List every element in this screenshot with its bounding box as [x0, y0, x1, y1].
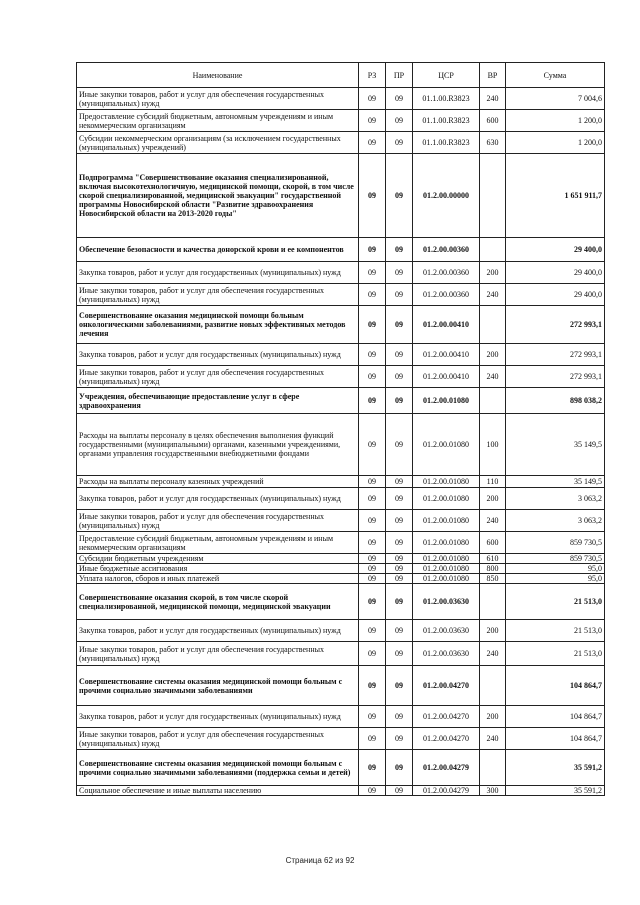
cell-rz: 09	[359, 284, 386, 306]
cell-vr: 630	[480, 132, 506, 154]
cell-pr: 09	[386, 414, 413, 476]
cell-pr: 09	[386, 532, 413, 554]
table-row	[77, 728, 605, 750]
cell-name: Уплата налогов, сборов и иных платежей	[77, 574, 359, 584]
cell-pr: 09	[386, 554, 413, 564]
cell-name: Иные закупки товаров, работ и услуг для обеспечения государственных (муниципальных) нужд	[77, 728, 359, 750]
cell-csr: 01.2.00.00360	[413, 284, 480, 306]
cell-pr: 09	[386, 88, 413, 110]
cell-csr: 01.2.00.00000	[413, 154, 480, 238]
cell-pr: 09	[386, 642, 413, 666]
table-row	[77, 476, 605, 488]
cell-rz: 09	[359, 750, 386, 786]
budget-table	[76, 62, 605, 796]
cell-sum: 35 591,2	[506, 750, 605, 786]
cell-csr: 01.2.00.04279	[413, 750, 480, 786]
cell-pr: 09	[386, 344, 413, 366]
cell-csr: 01.2.00.00410	[413, 344, 480, 366]
cell-name: Совершенствование оказания медицинской помощи больным онкологическими заболеваниями, развитие новых эффективных методов лечения	[77, 306, 359, 344]
cell-pr: 09	[386, 706, 413, 728]
table-row	[77, 284, 605, 306]
cell-vr: 240	[480, 88, 506, 110]
cell-rz: 09	[359, 366, 386, 388]
cell-rz: 09	[359, 706, 386, 728]
cell-pr: 09	[386, 786, 413, 796]
cell-csr: 01.2.00.01080	[413, 388, 480, 414]
cell-rz: 09	[359, 786, 386, 796]
cell-pr: 09	[386, 666, 413, 706]
table-row	[77, 366, 605, 388]
cell-csr: 01.2.00.00360	[413, 262, 480, 284]
cell-sum: 35 591,2	[506, 786, 605, 796]
cell-name: Иные закупки товаров, работ и услуг для обеспечения государственных (муниципальных) нужд	[77, 88, 359, 110]
cell-name: Субсидии бюджетным учреждениям	[77, 554, 359, 564]
cell-name: Совершенствование системы оказания медицинской помощи больным с прочими социально значимыми заболеваниями	[77, 666, 359, 706]
table-row	[77, 574, 605, 584]
cell-rz: 09	[359, 344, 386, 366]
cell-rz: 09	[359, 110, 386, 132]
cell-name: Закупка товаров, работ и услуг для государственных (муниципальных) нужд	[77, 344, 359, 366]
table-row	[77, 154, 605, 238]
cell-rz: 09	[359, 262, 386, 284]
table-body	[77, 88, 605, 796]
table-row	[77, 110, 605, 132]
cell-sum: 859 730,5	[506, 554, 605, 564]
table-row	[77, 706, 605, 728]
cell-name: Учреждения, обеспечивающие предоставление услуг в сфере здравоохранения	[77, 388, 359, 414]
cell-csr: 01.1.00.R3823	[413, 132, 480, 154]
cell-rz: 09	[359, 488, 386, 510]
page-number: Страница 62 из 92	[285, 856, 355, 865]
cell-sum: 1 200,0	[506, 110, 605, 132]
cell-vr: 200	[480, 706, 506, 728]
cell-pr: 09	[386, 154, 413, 238]
table-row	[77, 666, 605, 706]
cell-vr	[480, 584, 506, 620]
cell-pr: 09	[386, 132, 413, 154]
cell-name: Иные закупки товаров, работ и услуг для обеспечения государственных (муниципальных) нужд	[77, 510, 359, 532]
cell-csr: 01.2.00.04279	[413, 786, 480, 796]
cell-vr: 200	[480, 488, 506, 510]
cell-vr: 240	[480, 728, 506, 750]
header-rz: РЗ	[359, 63, 386, 88]
table-row	[77, 388, 605, 414]
cell-csr: 01.2.00.01080	[413, 476, 480, 488]
cell-pr: 09	[386, 488, 413, 510]
cell-vr	[480, 238, 506, 262]
cell-vr	[480, 154, 506, 238]
cell-pr: 09	[386, 110, 413, 132]
cell-name: Иные закупки товаров, работ и услуг для обеспечения государственных (муниципальных) нужд	[77, 284, 359, 306]
cell-pr: 09	[386, 574, 413, 584]
cell-name: Расходы на выплаты персоналу казенных учреждений	[77, 476, 359, 488]
table-row	[77, 488, 605, 510]
cell-rz: 09	[359, 642, 386, 666]
cell-vr	[480, 388, 506, 414]
cell-vr	[480, 306, 506, 344]
cell-sum: 104 864,7	[506, 706, 605, 728]
cell-pr: 09	[386, 564, 413, 574]
cell-csr: 01.2.00.03630	[413, 584, 480, 620]
cell-pr: 09	[386, 388, 413, 414]
cell-csr: 01.2.00.04270	[413, 728, 480, 750]
cell-rz: 09	[359, 306, 386, 344]
table-row	[77, 786, 605, 796]
cell-rz: 09	[359, 132, 386, 154]
cell-vr: 240	[480, 366, 506, 388]
table-row	[77, 238, 605, 262]
cell-sum: 859 730,5	[506, 532, 605, 554]
cell-csr: 01.1.00.R3823	[413, 88, 480, 110]
cell-csr: 01.2.00.01080	[413, 564, 480, 574]
cell-rz: 09	[359, 238, 386, 262]
cell-csr: 01.2.00.01080	[413, 554, 480, 564]
cell-csr: 01.2.00.03630	[413, 642, 480, 666]
cell-rz: 09	[359, 88, 386, 110]
table-row	[77, 262, 605, 284]
cell-pr: 09	[386, 584, 413, 620]
cell-rz: 09	[359, 414, 386, 476]
table-row	[77, 88, 605, 110]
cell-name: Закупка товаров, работ и услуг для государственных (муниципальных) нужд	[77, 488, 359, 510]
cell-vr: 800	[480, 564, 506, 574]
cell-vr: 200	[480, 344, 506, 366]
cell-name: Иные бюджетные ассигнования	[77, 564, 359, 574]
cell-name: Закупка товаров, работ и услуг для государственных (муниципальных) нужд	[77, 706, 359, 728]
cell-sum: 21 513,0	[506, 584, 605, 620]
table-row	[77, 414, 605, 476]
cell-csr: 01.2.00.04270	[413, 666, 480, 706]
cell-name: Расходы на выплаты персоналу в целях обеспечения выполнения функций государственными (муниципальными) органами, казенными учреждениями, органами управления государственными внебюджетными фондами	[77, 414, 359, 476]
cell-rz: 09	[359, 476, 386, 488]
cell-csr: 01.2.00.01080	[413, 414, 480, 476]
header-sum: Сумма	[506, 63, 605, 88]
table-row	[77, 344, 605, 366]
cell-sum: 21 513,0	[506, 620, 605, 642]
cell-sum: 3 063,2	[506, 488, 605, 510]
table-header-row	[77, 63, 605, 88]
header-pr: ПР	[386, 63, 413, 88]
cell-pr: 09	[386, 366, 413, 388]
cell-sum: 35 149,5	[506, 476, 605, 488]
cell-csr: 01.2.00.01080	[413, 510, 480, 532]
table-row	[77, 532, 605, 554]
cell-sum: 35 149,5	[506, 414, 605, 476]
cell-csr: 01.2.00.01080	[413, 532, 480, 554]
cell-pr: 09	[386, 728, 413, 750]
cell-vr: 240	[480, 510, 506, 532]
table-row	[77, 750, 605, 786]
cell-sum: 95,0	[506, 564, 605, 574]
cell-name: Закупка товаров, работ и услуг для государственных (муниципальных) нужд	[77, 262, 359, 284]
cell-vr: 600	[480, 532, 506, 554]
cell-sum: 1 200,0	[506, 132, 605, 154]
cell-rz: 09	[359, 510, 386, 532]
cell-csr: 01.2.00.00410	[413, 366, 480, 388]
cell-rz: 09	[359, 574, 386, 584]
cell-pr: 09	[386, 750, 413, 786]
cell-name: Предоставление субсидий бюджетным, автономным учреждениям и иным некоммерческим организациям	[77, 110, 359, 132]
cell-vr: 110	[480, 476, 506, 488]
cell-sum: 29 400,0	[506, 262, 605, 284]
cell-rz: 09	[359, 532, 386, 554]
cell-pr: 09	[386, 510, 413, 532]
table-row	[77, 620, 605, 642]
cell-name: Иные закупки товаров, работ и услуг для обеспечения государственных (муниципальных) нужд	[77, 642, 359, 666]
cell-csr: 01.1.00.R3823	[413, 110, 480, 132]
cell-rz: 09	[359, 564, 386, 574]
cell-name: Иные закупки товаров, работ и услуг для обеспечения государственных (муниципальных) нужд	[77, 366, 359, 388]
table-row	[77, 584, 605, 620]
cell-vr: 610	[480, 554, 506, 564]
table-row	[77, 510, 605, 532]
cell-pr: 09	[386, 476, 413, 488]
cell-vr: 850	[480, 574, 506, 584]
cell-sum: 7 004,6	[506, 88, 605, 110]
cell-vr	[480, 666, 506, 706]
cell-name: Обеспечение безопасности и качества донорской крови и ее компонентов	[77, 238, 359, 262]
cell-vr: 200	[480, 262, 506, 284]
cell-name: Социальное обеспечение и иные выплаты населению	[77, 786, 359, 796]
cell-csr: 01.2.00.01080	[413, 574, 480, 584]
cell-pr: 09	[386, 284, 413, 306]
cell-sum: 21 513,0	[506, 642, 605, 666]
cell-rz: 09	[359, 554, 386, 564]
cell-sum: 898 038,2	[506, 388, 605, 414]
cell-vr: 100	[480, 414, 506, 476]
cell-csr: 01.2.00.00360	[413, 238, 480, 262]
table-row	[77, 564, 605, 574]
cell-name: Субсидии некоммерческим организациям (за исключением государственных (муниципальных) учреждений)	[77, 132, 359, 154]
cell-pr: 09	[386, 306, 413, 344]
header-name: Наименование	[77, 63, 359, 88]
cell-rz: 09	[359, 666, 386, 706]
cell-sum: 95,0	[506, 574, 605, 584]
header-csr: ЦСР	[413, 63, 480, 88]
cell-sum: 29 400,0	[506, 238, 605, 262]
cell-csr: 01.2.00.03630	[413, 620, 480, 642]
cell-vr: 300	[480, 786, 506, 796]
cell-csr: 01.2.00.01080	[413, 488, 480, 510]
cell-csr: 01.2.00.04270	[413, 706, 480, 728]
cell-vr: 600	[480, 110, 506, 132]
cell-rz: 09	[359, 620, 386, 642]
cell-vr: 240	[480, 642, 506, 666]
cell-sum: 272 993,1	[506, 306, 605, 344]
cell-sum: 104 864,7	[506, 666, 605, 706]
header-vr: ВР	[480, 63, 506, 88]
cell-name: Предоставление субсидий бюджетным, автономным учреждениям и иным некоммерческим организациям	[77, 532, 359, 554]
table-row	[77, 132, 605, 154]
cell-pr: 09	[386, 620, 413, 642]
cell-sum: 272 993,1	[506, 344, 605, 366]
cell-sum: 1 651 911,7	[506, 154, 605, 238]
cell-name: Совершенствование системы оказания медицинской помощи больным с прочими социально значимыми заболеваниями (поддержка семьи и детей)	[77, 750, 359, 786]
cell-pr: 09	[386, 238, 413, 262]
cell-sum: 29 400,0	[506, 284, 605, 306]
cell-sum: 3 063,2	[506, 510, 605, 532]
cell-rz: 09	[359, 154, 386, 238]
cell-vr: 200	[480, 620, 506, 642]
cell-rz: 09	[359, 584, 386, 620]
cell-pr: 09	[386, 262, 413, 284]
cell-csr: 01.2.00.00410	[413, 306, 480, 344]
table-row	[77, 554, 605, 564]
cell-rz: 09	[359, 728, 386, 750]
cell-name: Совершенствование оказания скорой, в том числе скорой специализированной, медицинской помощи, медицинской эвакуации	[77, 584, 359, 620]
cell-vr: 240	[480, 284, 506, 306]
table-row	[77, 306, 605, 344]
cell-name: Закупка товаров, работ и услуг для государственных (муниципальных) нужд	[77, 620, 359, 642]
cell-sum: 272 993,1	[506, 366, 605, 388]
cell-sum: 104 864,7	[506, 728, 605, 750]
cell-name: Подпрограмма "Совершенствование оказания специализированной, включая высокотехнологичную, медицинской помощи, скорой, в том числе скорой специализированной, медицинской эвакуации" государственной программы Новосибирской области "Развитие здравоохранения Новосибирской области на 2013-2020 годы"	[77, 154, 359, 238]
cell-vr	[480, 750, 506, 786]
table-row	[77, 642, 605, 666]
cell-rz: 09	[359, 388, 386, 414]
